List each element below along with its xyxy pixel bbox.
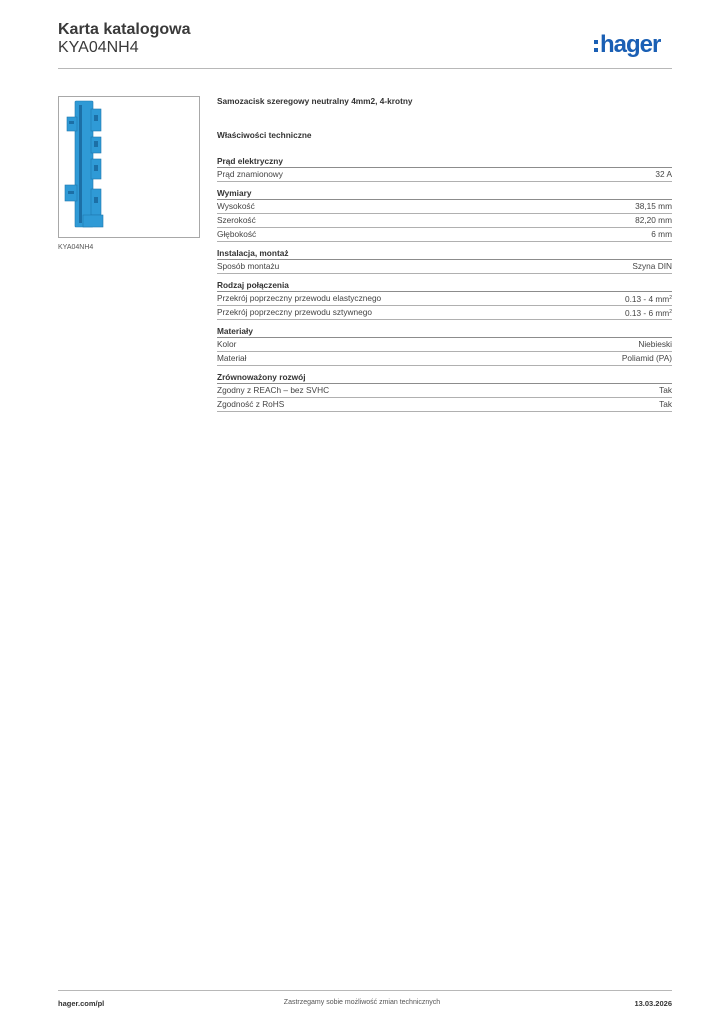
property-value-text: 82,20 mm [635,215,672,225]
property-label: Głębokość [217,229,257,239]
hager-logo [593,27,675,61]
property-value [659,384,672,397]
technical-content [217,96,672,412]
group-title: Instalacja, montaż [217,248,672,260]
property-row [217,338,672,352]
property-group [217,280,672,320]
property-row [217,228,672,242]
footer-date: 13.03.2026 [634,999,672,1008]
property-label: Sposób montażu [217,261,280,271]
property-row [217,260,672,274]
property-group [217,156,672,182]
property-row [217,200,672,214]
property-group [217,188,672,242]
property-value [655,168,672,181]
unit-superscript: 2 [669,309,672,315]
group-title: Materiały [217,326,672,338]
product-code: KYA04NH4 [58,39,139,56]
group-title: Prąd elektryczny [217,156,672,168]
property-label: Przekrój poprzeczny przewodu elastycznego [217,293,382,303]
property-value [632,260,672,273]
group-title: Wymiary [217,188,672,200]
property-value [635,200,672,213]
property-value-text: 38,15 mm [635,201,672,211]
property-label: Zgodność z RoHS [217,399,285,409]
property-value [659,398,672,411]
property-group [217,248,672,274]
property-label: Prąd znamionowy [217,169,283,179]
property-value-text: Poliamid (PA) [621,353,672,363]
property-value [638,338,672,351]
group-title: Zrównoważony rozwój [217,372,672,384]
footer-notice: Zastrzegamy sobie możliwość zmian technicznych [283,999,441,1006]
property-row [217,398,672,412]
property-label: Zgodny z REACh – bez SVHC [217,385,330,395]
property-row [217,384,672,398]
property-value-text: 32 A [655,169,672,179]
property-value-text: Tak [659,385,672,395]
property-row [217,306,672,320]
property-group [217,326,672,366]
footer-website[interactable]: hager.com/pl [58,999,105,1008]
terminal-block-illustration [59,97,199,237]
property-row [217,214,672,228]
unit-superscript: 2 [669,295,672,301]
document-title: Karta katalogowa [58,21,191,38]
property-value-text: Tak [659,399,672,409]
property-value-text: 6 mm [651,229,672,239]
property-row [217,168,672,182]
property-value [622,352,672,365]
property-value [625,292,672,305]
property-groups [217,156,672,412]
property-label: Szerokość [217,215,256,225]
product-image [58,96,200,238]
property-label: Materiał [217,353,247,363]
property-label: Przekrój poprzeczny przewodu sztywnego [217,307,372,317]
property-row [217,352,672,366]
property-group [217,372,672,412]
property-label: Wysokość [217,201,255,211]
property-value-text: Szyna DIN [632,261,672,271]
property-value [625,306,672,319]
property-row [217,292,672,306]
image-caption: KYA04NH4 [58,244,94,251]
property-value [635,214,672,227]
property-value-text: 0.13 - 4 mm [624,294,670,304]
group-title: Rodzaj połączenia [217,280,672,292]
property-value [651,228,672,241]
product-description: Samozacisk szeregowy neutralny 4mm2, 4-krotny [217,96,413,106]
property-label: Kolor [217,339,237,349]
property-value-text: 0.13 - 6 mm [624,308,670,318]
header-divider [58,68,672,69]
property-value-text: Niebieski [638,339,672,349]
section-title: Właściwości techniczne [217,130,312,140]
footer-divider [58,990,672,991]
logo-text: hager [600,31,661,58]
